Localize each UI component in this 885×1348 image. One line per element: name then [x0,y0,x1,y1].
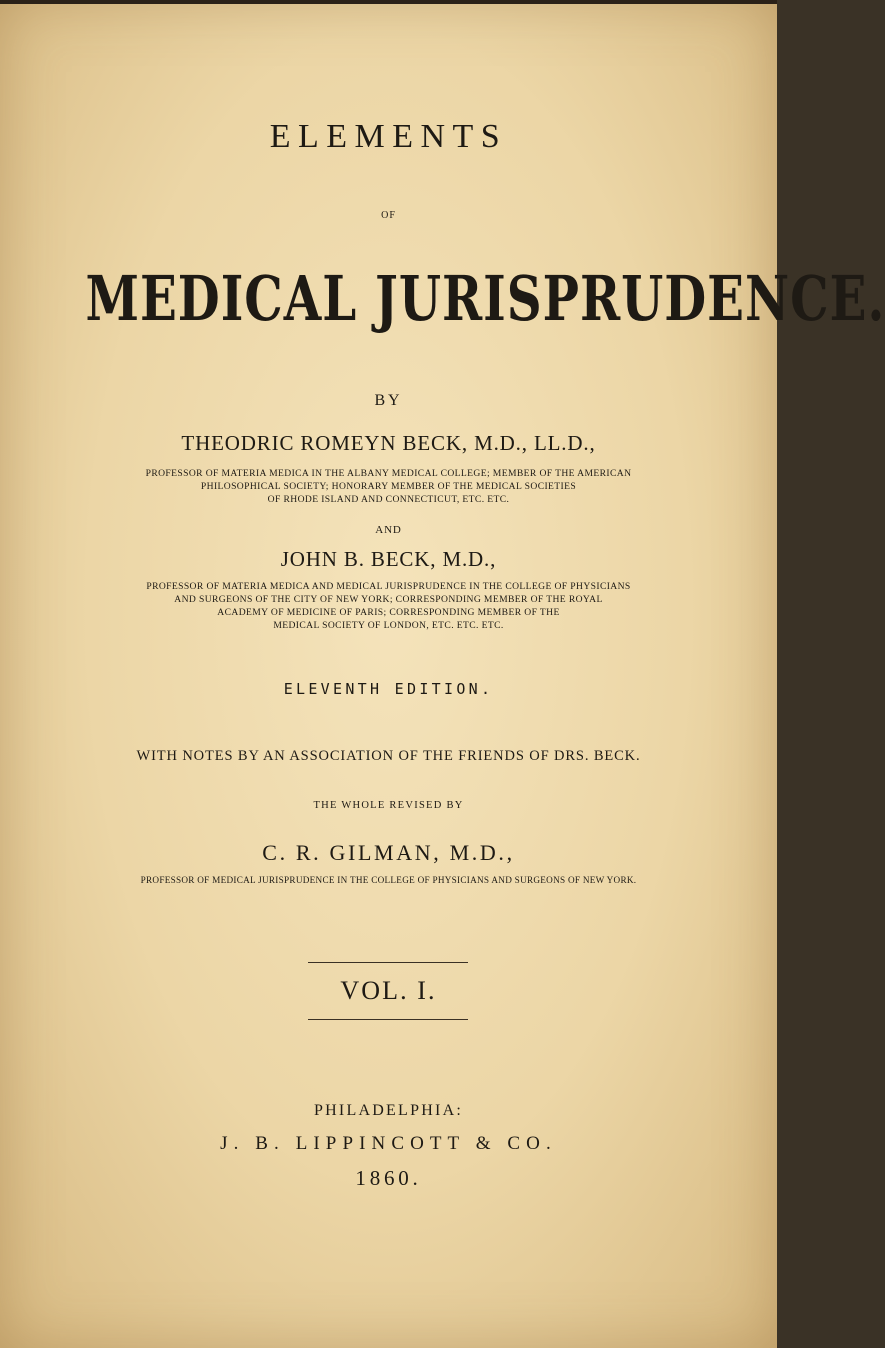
imprint-city: PHILADELPHIA: [313,1102,464,1119]
volume-rule-bottom [308,1019,468,1020]
main-title: MEDICAL JURISPRUDENCE. [85,262,885,335]
volume-rule-top [308,962,468,963]
author2-credential-line: ACADEMY OF MEDICINE OF PARIS; CORRESPONDING MEMBER OF THE [217,607,560,618]
imprint-year: 1860. [355,1166,422,1190]
author1-credential-line: OF RHODE ISLAND AND CONNECTICUT, ETC. ETC. [267,494,510,505]
author2-credential-line: MEDICAL SOCIETY OF LONDON, ETC. ETC. ETC. [273,620,504,631]
author2-credentials [0,580,777,632]
author1-credential-line: PHILOSOPHICAL SOCIETY; HONORARY MEMBER OF THE MEDICAL SOCIETIES [200,481,577,492]
author2-credential-line: PROFESSOR OF MATERIA MEDICA AND MEDICAL JURISPRUDENCE IN THE COLLEGE OF PHYSICIANS [146,581,631,592]
title-line-elements: ELEMENTS [269,118,508,155]
reviser-credentials: PROFESSOR OF MEDICAL JURISPRUDENCE IN THE COLLEGE OF PHYSICIANS AND SURGEONS OF NEW YORK. [140,875,637,885]
and-label: AND [375,524,402,536]
title-of: OF [381,210,396,221]
author2-name: JOHN B. BECK, M.D., [280,547,497,571]
author1-name: THEODRIC ROMEYN BECK, M.D., LL.D., [181,431,596,455]
author1-credential-line: PROFESSOR OF MATERIA MEDICA IN THE ALBANY MEDICAL COLLEGE; MEMBER OF THE AMERICAN [145,468,632,479]
revised-by-label: THE WHOLE REVISED BY [313,800,464,811]
by-label: BY [374,392,403,409]
author2-credential-line: AND SURGEONS OF THE CITY OF NEW YORK; CORRESPONDING MEMBER OF THE ROYAL [174,594,603,605]
author1-credentials [0,467,777,506]
notes-line: WITH NOTES BY AN ASSOCIATION OF THE FRIENDS OF DRS. BECK. [136,748,641,764]
edition-label: ELEVENTH EDITION. [283,680,494,698]
imprint-publisher: J. B. LIPPINCOTT & CO. [220,1133,557,1154]
volume-label: VOL. I. [340,976,437,1005]
reviser-name: C. R. GILMAN, M.D., [262,840,515,865]
page-top-edge [0,0,777,4]
